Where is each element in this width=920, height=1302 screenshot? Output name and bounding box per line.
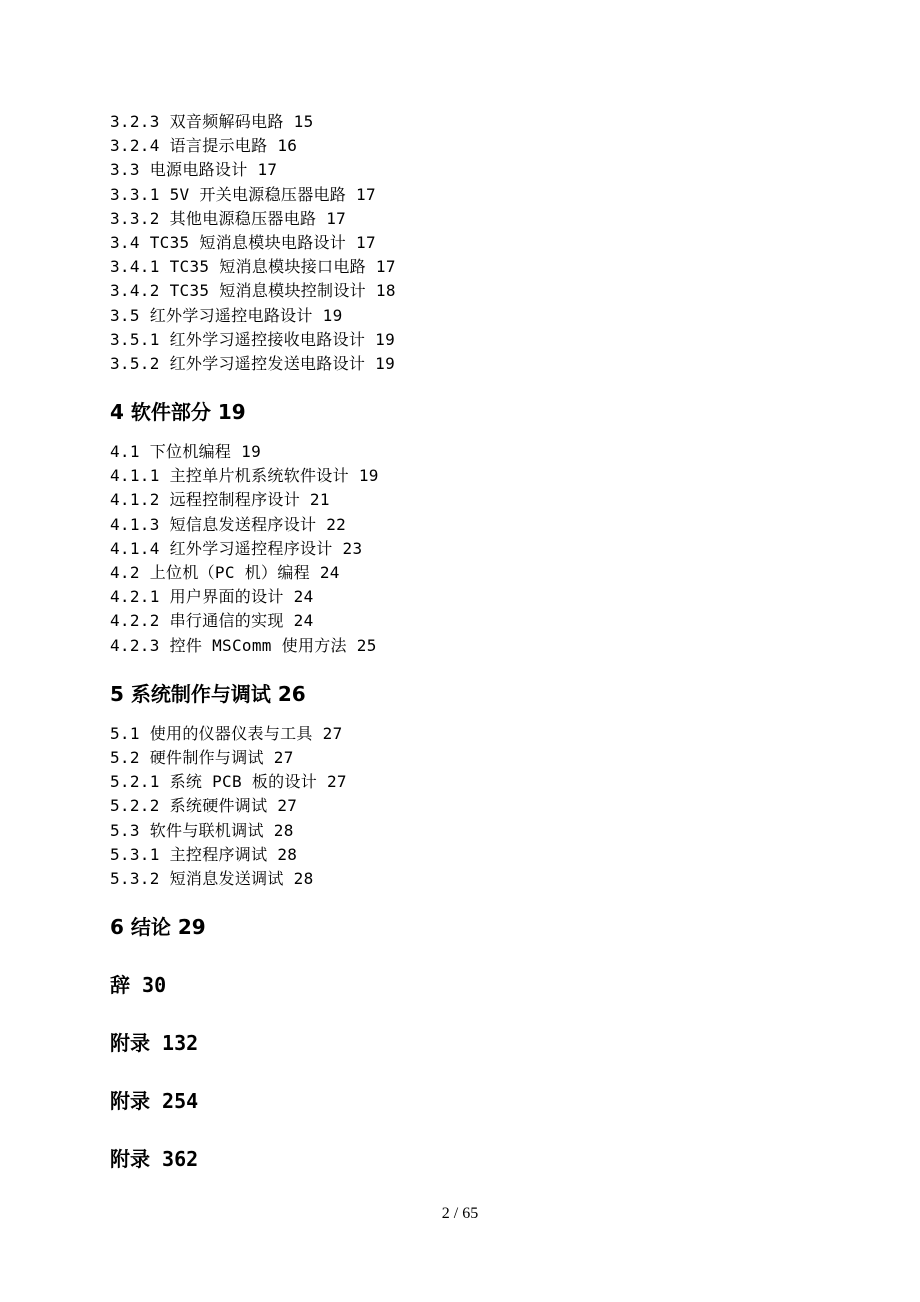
toc-entry[interactable]: 4.1.1 主控单片机系统软件设计 19 <box>110 466 379 486</box>
toc-entry[interactable]: 4.1.3 短信息发送程序设计 22 <box>110 514 347 534</box>
toc-entry[interactable]: 4.1.4 红外学习遥控程序设计 23 <box>110 538 363 558</box>
toc-entry[interactable]: 3.2.4 语言提示电路 16 <box>110 136 298 156</box>
toc-entry[interactable]: 3.5.1 红外学习遥控接收电路设计 19 <box>110 329 395 349</box>
toc-entry[interactable]: 5.1 使用的仪器仪表与工具 27 <box>110 723 343 743</box>
toc-entry[interactable]: 5.2.2 系统硬件调试 27 <box>110 796 298 816</box>
page-number: 2 / 65 <box>441 1205 479 1222</box>
toc-entry[interactable]: 5.2 硬件制作与调试 27 <box>110 747 294 767</box>
toc-entry[interactable]: 3.3.2 其他电源稳压器电路 17 <box>110 208 347 228</box>
toc-entry[interactable]: 3.3.1 5V 开关电源稳压器电路 17 <box>110 184 376 204</box>
toc-group-5 <box>110 722 810 891</box>
toc-chapter-6[interactable]: 6 结论 29 <box>110 915 206 940</box>
toc-entry[interactable]: 3.4 TC35 短消息模块电路设计 17 <box>110 232 376 252</box>
toc-chapter-4[interactable]: 4 软件部分 19 <box>110 400 246 425</box>
toc-entry[interactable]: 4.1.2 远程控制程序设计 21 <box>110 490 330 510</box>
toc-entry[interactable]: 3.5 红外学习遥控电路设计 19 <box>110 305 343 325</box>
toc-appendix-1[interactable]: 附录 132 <box>110 1031 199 1056</box>
toc-group-3 <box>110 110 810 376</box>
toc-entry[interactable]: 3.5.2 红外学习遥控发送电路设计 19 <box>110 353 395 373</box>
toc-entry[interactable]: 5.3.2 短消息发送调试 28 <box>110 868 314 888</box>
toc-entry[interactable]: 4.2.1 用户界面的设计 24 <box>110 587 314 607</box>
toc-chapter-5[interactable]: 5 系统制作与调试 26 <box>110 681 306 706</box>
table-of-contents <box>110 110 810 1173</box>
toc-appendix-2[interactable]: 附录 254 <box>110 1089 199 1114</box>
toc-entry[interactable]: 3.4.2 TC35 短消息模块控制设计 18 <box>110 281 396 301</box>
toc-acknowledgement[interactable]: 辞 30 <box>110 973 167 998</box>
toc-entry[interactable]: 4.2.2 串行通信的实现 24 <box>110 611 314 631</box>
toc-entry[interactable]: 5.3 软件与联机调试 28 <box>110 820 294 840</box>
toc-entry[interactable]: 4.1 下位机编程 19 <box>110 442 262 462</box>
toc-entry[interactable]: 3.2.3 双音频解码电路 15 <box>110 112 314 131</box>
toc-entry[interactable]: 5.2.1 系统 PCB 板的设计 27 <box>110 772 347 792</box>
toc-appendix-3[interactable]: 附录 362 <box>110 1147 199 1172</box>
toc-entry[interactable]: 3.4.1 TC35 短消息模块接口电路 17 <box>110 257 396 277</box>
toc-entry[interactable]: 5.3.1 主控程序调试 28 <box>110 844 298 864</box>
toc-entry[interactable]: 3.3 电源电路设计 17 <box>110 160 278 180</box>
toc-entry[interactable]: 4.2.3 控件 MSComm 使用方法 25 <box>110 635 377 655</box>
toc-entry[interactable]: 4.2 上位机（PC 机）编程 24 <box>110 563 340 582</box>
toc-group-4 <box>110 440 810 658</box>
